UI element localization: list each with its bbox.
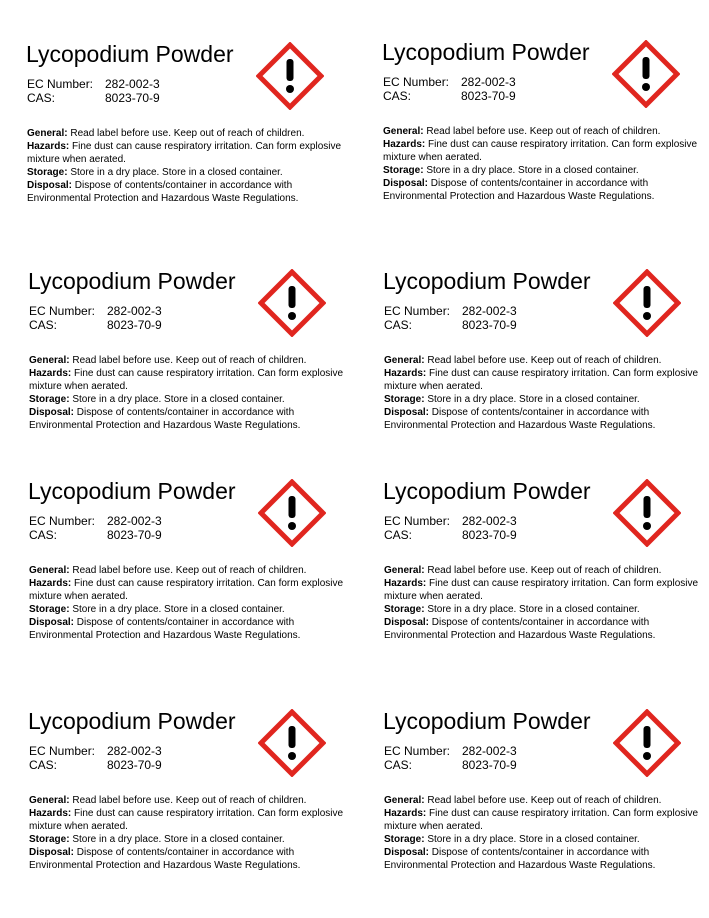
label-2: [382, 38, 709, 238]
storage-text: Store in a dry place. Store in a closed container.: [72, 604, 285, 615]
cas-label: CAS:: [27, 91, 56, 105]
hazards-text: Fine dust can cause respiratory irritation. Can form explosive mixture when aerated.: [384, 578, 699, 602]
disposal-label: Disposal:: [29, 847, 75, 858]
identifiers: [29, 744, 269, 772]
disposal-label: Disposal:: [383, 178, 429, 189]
ec-value: 282-002-3: [462, 744, 517, 758]
hazards-label: Hazards:: [384, 368, 427, 379]
general-text: Read label before use. Keep out of reach of children.: [72, 795, 307, 806]
ec-value: 282-002-3: [107, 744, 162, 758]
disposal-label: Disposal:: [384, 407, 430, 418]
storage-text: Store in a dry place. Store in a closed container.: [427, 604, 640, 615]
identifiers: [384, 744, 624, 772]
label-3: [28, 267, 368, 467]
cas-label: CAS:: [29, 758, 58, 772]
hazards-label: Hazards:: [29, 368, 72, 379]
identifiers: [383, 75, 623, 103]
label-4: [383, 267, 709, 467]
cas-label: CAS:: [384, 318, 413, 332]
ec-value: 282-002-3: [107, 514, 162, 528]
hazards-text: Fine dust can cause respiratory irritation. Can form explosive mixture when aerated.: [27, 141, 342, 165]
label-1: [26, 40, 366, 240]
cas-label: CAS:: [29, 318, 58, 332]
general-label: General:: [29, 355, 70, 366]
ec-label: EC Number:: [29, 744, 96, 758]
hazards-text: Fine dust can cause respiratory irritation. Can form explosive mixture when aerated.: [384, 808, 699, 832]
disposal-label: Disposal:: [29, 407, 75, 418]
storage-label: Storage:: [383, 165, 424, 176]
general-label: General:: [384, 565, 425, 576]
safety-info: [27, 127, 357, 205]
label-5: [28, 477, 368, 677]
cas-label: CAS:: [384, 758, 413, 772]
identifiers: [27, 77, 267, 105]
cas-value: 8023-70-9: [105, 91, 160, 105]
ec-value: 282-002-3: [462, 304, 517, 318]
hazards-label: Hazards:: [383, 139, 426, 150]
safety-info: [384, 354, 709, 432]
storage-label: Storage:: [384, 834, 425, 845]
hazards-label: Hazards:: [384, 578, 427, 589]
storage-label: Storage:: [384, 604, 425, 615]
general-text: Read label before use. Keep out of reach of children.: [427, 565, 662, 576]
hazards-text: Fine dust can cause respiratory irritation. Can form explosive mixture when aerated.: [29, 368, 344, 392]
general-label: General:: [383, 126, 424, 137]
storage-text: Store in a dry place. Store in a closed container.: [72, 834, 285, 845]
general-text: Read label before use. Keep out of reach of children.: [72, 565, 307, 576]
general-text: Read label before use. Keep out of reach of children.: [427, 355, 662, 366]
hazards-label: Hazards:: [384, 808, 427, 819]
cas-value: 8023-70-9: [462, 318, 517, 332]
product-title: Lycopodium Powder: [28, 268, 236, 294]
product-title: Lycopodium Powder: [28, 478, 236, 504]
hazards-label: Hazards:: [29, 578, 72, 589]
general-label: General:: [29, 565, 70, 576]
storage-text: Store in a dry place. Store in a closed container.: [70, 167, 283, 178]
identifiers: [29, 304, 269, 332]
ec-label: EC Number:: [383, 75, 450, 89]
storage-text: Store in a dry place. Store in a closed container.: [427, 394, 640, 405]
storage-text: Store in a dry place. Store in a closed container.: [426, 165, 639, 176]
disposal-label: Disposal:: [384, 617, 430, 628]
storage-label: Storage:: [29, 604, 70, 615]
cas-value: 8023-70-9: [461, 89, 516, 103]
storage-text: Store in a dry place. Store in a closed container.: [427, 834, 640, 845]
storage-label: Storage:: [29, 834, 70, 845]
ec-value: 282-002-3: [105, 77, 160, 91]
cas-value: 8023-70-9: [107, 758, 162, 772]
ec-label: EC Number:: [27, 77, 94, 91]
safety-info: [384, 794, 709, 872]
label-7: [28, 707, 368, 907]
storage-text: Store in a dry place. Store in a closed container.: [72, 394, 285, 405]
product-title: Lycopodium Powder: [26, 41, 234, 67]
safety-info: [29, 794, 359, 872]
general-label: General:: [384, 795, 425, 806]
safety-info: [29, 564, 359, 642]
disposal-text: Dispose of contents/container in accordance with Environmental Protection and Hazardous Waste Regulations.: [29, 407, 301, 431]
storage-label: Storage:: [384, 394, 425, 405]
product-title: Lycopodium Powder: [382, 39, 590, 65]
ec-value: 282-002-3: [461, 75, 516, 89]
identifiers: [29, 514, 269, 542]
cas-value: 8023-70-9: [107, 528, 162, 542]
cas-label: CAS:: [384, 528, 413, 542]
ec-label: EC Number:: [29, 304, 96, 318]
hazards-text: Fine dust can cause respiratory irritation. Can form explosive mixture when aerated.: [384, 368, 699, 392]
safety-info: [383, 125, 709, 203]
ec-label: EC Number:: [384, 304, 451, 318]
cas-value: 8023-70-9: [462, 528, 517, 542]
storage-label: Storage:: [27, 167, 68, 178]
ec-value: 282-002-3: [462, 514, 517, 528]
disposal-text: Dispose of contents/container in accordance with Environmental Protection and Hazardous Waste Regulations.: [29, 617, 301, 641]
cas-label: CAS:: [383, 89, 412, 103]
disposal-text: Dispose of contents/container in accordance with Environmental Protection and Hazardous Waste Regulations.: [384, 847, 656, 871]
ec-label: EC Number:: [29, 514, 96, 528]
product-title: Lycopodium Powder: [28, 708, 236, 734]
product-title: Lycopodium Powder: [383, 268, 591, 294]
hazards-text: Fine dust can cause respiratory irritation. Can form explosive mixture when aerated.: [383, 139, 698, 163]
cas-label: CAS:: [29, 528, 58, 542]
ec-label: EC Number:: [384, 514, 451, 528]
hazards-text: Fine dust can cause respiratory irritation. Can form explosive mixture when aerated.: [29, 578, 344, 602]
disposal-text: Dispose of contents/container in accordance with Environmental Protection and Hazardous Waste Regulations.: [384, 407, 656, 431]
general-text: Read label before use. Keep out of reach of children.: [70, 128, 305, 139]
general-label: General:: [29, 795, 70, 806]
hazards-text: Fine dust can cause respiratory irritation. Can form explosive mixture when aerated.: [29, 808, 344, 832]
ec-label: EC Number:: [384, 744, 451, 758]
general-label: General:: [384, 355, 425, 366]
product-title: Lycopodium Powder: [383, 708, 591, 734]
ec-value: 282-002-3: [107, 304, 162, 318]
safety-info: [29, 354, 359, 432]
disposal-text: Dispose of contents/container in accordance with Environmental Protection and Hazardous Waste Regulations.: [384, 617, 656, 641]
disposal-label: Disposal:: [384, 847, 430, 858]
safety-info: [384, 564, 709, 642]
disposal-label: Disposal:: [29, 617, 75, 628]
disposal-text: Dispose of contents/container in accordance with Environmental Protection and Hazardous Waste Regulations.: [383, 178, 655, 202]
hazards-label: Hazards:: [29, 808, 72, 819]
disposal-label: Disposal:: [27, 180, 73, 191]
cas-value: 8023-70-9: [462, 758, 517, 772]
storage-label: Storage:: [29, 394, 70, 405]
general-text: Read label before use. Keep out of reach of children.: [72, 355, 307, 366]
identifiers: [384, 514, 624, 542]
general-text: Read label before use. Keep out of reach of children.: [427, 795, 662, 806]
hazards-label: Hazards:: [27, 141, 70, 152]
identifiers: [384, 304, 624, 332]
general-text: Read label before use. Keep out of reach of children.: [426, 126, 661, 137]
general-label: General:: [27, 128, 68, 139]
disposal-text: Dispose of contents/container in accordance with Environmental Protection and Hazardous Waste Regulations.: [29, 847, 301, 871]
cas-value: 8023-70-9: [107, 318, 162, 332]
product-title: Lycopodium Powder: [383, 478, 591, 504]
label-6: [383, 477, 709, 677]
disposal-text: Dispose of contents/container in accordance with Environmental Protection and Hazardous Waste Regulations.: [27, 180, 299, 204]
label-8: [383, 707, 709, 907]
